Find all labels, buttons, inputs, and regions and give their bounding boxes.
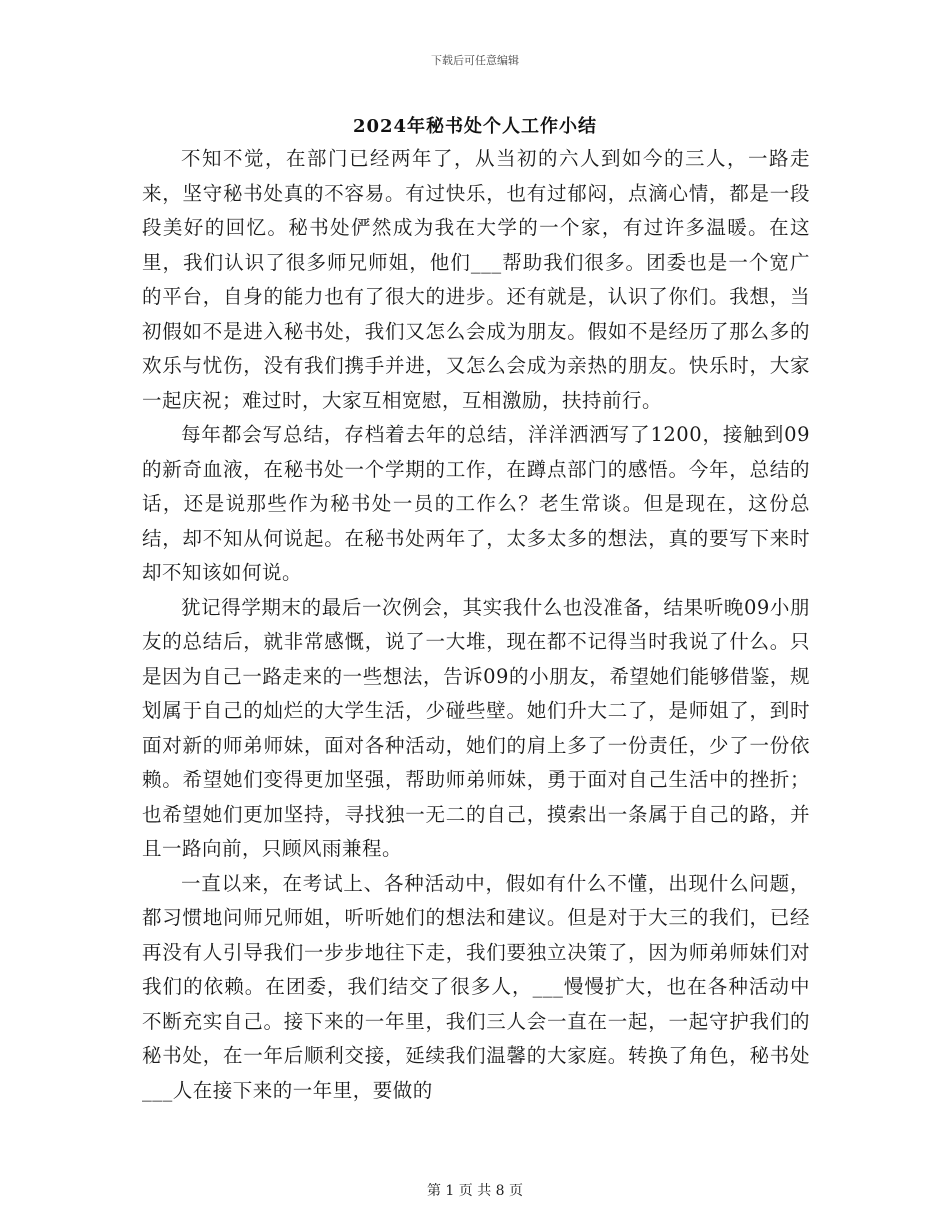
paragraph-3: 犹记得学期末的最后一次例会，其实我什么也没准备，结果听晚09小朋友的总结后，就非常感慨，说了一大堆，现在都不记得当时我说了什么。只是因为自己一路走来的一些想法，告诉09的小朋友，希望她们能够借鉴，规划属于自己的灿烂的大学生活，少碰些壁。她们升大二了，是师姐了，到时面对新的师弟师妹，面对各种活动，她们的肩上多了一份责任，少了一份依赖。希望她们变得更加坚强，帮助师弟师妹，勇于面对自己生活中的挫折；也希望她们更加坚持，寻找独一无二的自己，摸索出一条属于自己的路，并且一路向前，只顾风雨兼程。 <box>142 595 810 860</box>
page-number: 第 1 页 共 8 页 <box>426 1183 524 1199</box>
document-title: 2024年秘书处个人工作小结 <box>352 116 598 137</box>
document-body <box>142 142 810 1108</box>
paragraph-2: 每年都会写总结，存档着去年的总结，洋洋洒洒写了1200，接触到09的新奇血液，在秘书处一个学期的工作，在蹲点部门的感悟。今年，总结的话，还是说那些作为秘书处一员的工作么？老生常谈。但是现在，这份总结，却不知从何说起。在秘书处两年了，太多太多的想法，真的要写下来时却不知该如何说。 <box>142 423 810 584</box>
paragraph-4: 一直以来，在考试上、各种活动中，假如有什么不懂，出现什么问题，都习惯地问师兄师姐，听听她们的想法和建议。但是对于大三的我们，已经再没有人引导我们一步步地往下走，我们要独立决策了，因为师弟师妹们对我们的依赖。在团委，我们结交了很多人，___慢慢扩大，也在各种活动中不断充实自己。接下来的一年里，我们三人会一直在一起，一起守护我们的秘书处，在一年后顺利交接，延续我们温馨的大家庭。转换了角色，秘书处___人在接下来的一年里，要做的 <box>142 871 810 1102</box>
paragraph-1: 不知不觉，在部门已经两年了，从当初的六人到如今的三人，一路走来，坚守秘书处真的不容易。有过快乐，也有过郁闷，点滴心情，都是一段段美好的回忆。秘书处俨然成为我在大学的一个家，有过许多温暖。在这里，我们认识了很多师兄师姐，他们___帮助我们很多。团委也是一个宽广的平台，自身的能力也有了很大的进步。还有就是，认识了你们。我想，当初假如不是进入秘书处，我们又怎么会成为朋友。假如不是经历了那么多的欢乐与忧伤，没有我们携手并进，又怎么会成为亲热的朋友。快乐时，大家一起庆祝；难过时，大家互相宽慰，互相激励，扶持前行。 <box>142 147 810 412</box>
download-note: 下载后可任意编辑 <box>431 54 519 67</box>
